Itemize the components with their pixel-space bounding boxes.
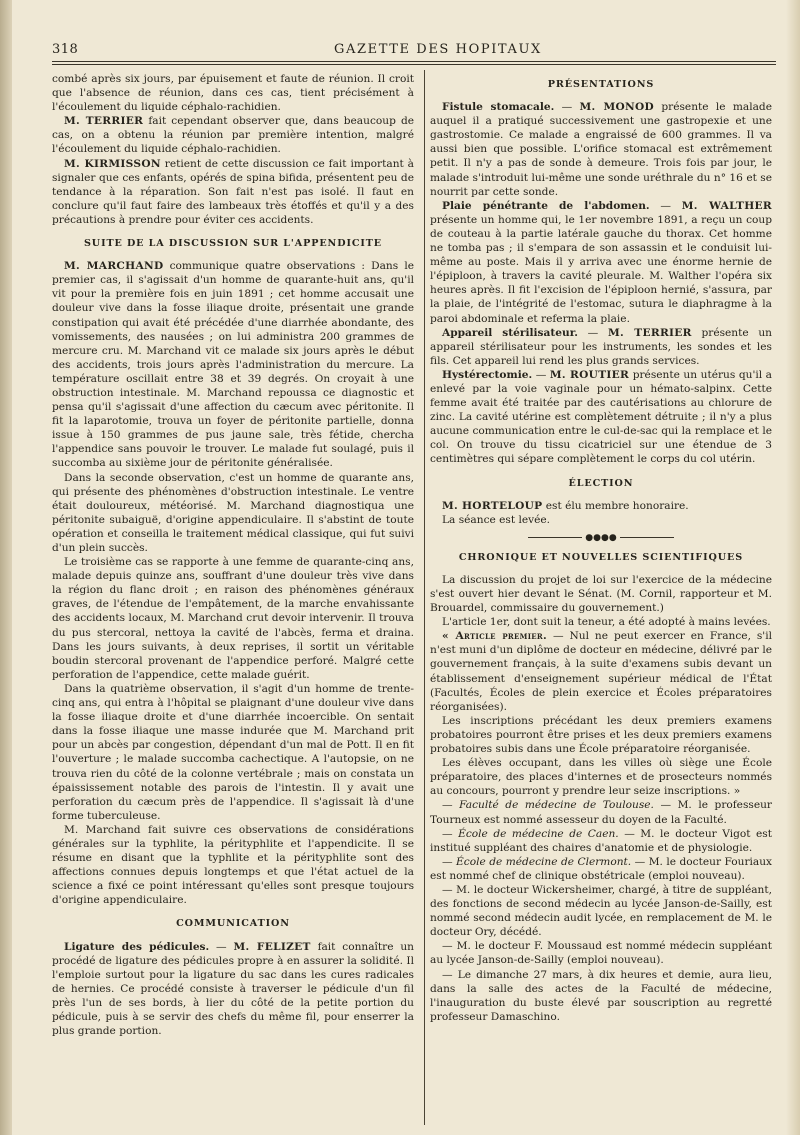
paragraph-text: — M. le professeur Tourneux est nommé assesseur du doyen de la Faculté. [430,799,772,826]
paragraph: — M. le docteur Wickersheimer, chargé, à titre de suppléant, des fonctions de second médecin au lycée Janson-de-Sailly, est nommé second médecin audit lycée, en remplacement de M. le docteur Ory, décédé. [430,883,772,939]
run-in-title: Appareil stérilisateur. [442,326,578,339]
section-heading: SUITE DE LA DISCUSSION SUR L'APPENDICITE [83,238,383,250]
paragraph-text: présente un appareil stérilisateur pour les instruments, les sondes et les fils. Cet appareil lui rend les plus grands services. [430,326,772,367]
right-column [430,72,772,1024]
header-rule-thin [52,64,776,65]
run-in-title: Hystérectomie. [442,368,533,381]
paragraph: L'article 1er, dont suit la teneur, a été adopté à mains levées. [442,616,771,629]
section-heading: ÉLECTION [568,477,634,489]
paragraph: — Le dimanche 27 mars, à dix heures et demie, aura lieu, dans la salle des actes de la Faculté de médecine, l'inauguration du buste élevé par souscription au regretté professeur Damaschino. [430,968,772,1023]
paragraph: La discussion du projet de loi sur l'exercice de la médecine s'est ouvert hier devant le Sénat. (M. Cornil, rapporteur et M. Brouardel, commissaire du gouvernement.) [430,573,772,615]
speaker-name: M. ROUTIER [549,368,630,381]
paragraph [430,798,772,826]
speaker-name: M. TERRIER [64,115,144,128]
divider-rule [528,537,582,538]
paragraph: La séance est levée. [442,513,551,526]
paragraph: Plaie pénétrante de l'abdomen. — M. WALTHER présente un homme qui, le 1er novembre 1891, a reçu un coup de couteau à la partie latérale gauche du thorax. Cet homme ne tomba pas ; il s'empara de son assassin et le conduisit lui-même au poste. Mais il y arriva avec une énorme hernie de l'épiploon, à travers la cavité pleurale. M. Walther l'opéra six heures après. Il fit l'excision de l'épiploon hernié, s'assura, par la plaie, de l'intégrité de l'estomac, sutura le diaphragme à la paroi abdominale et referma la plaie. [430,199,772,325]
paragraph: M. Marchand fait suivre ces observations de considérations générales sur la typhlite, la pérityphlite et l'appendicite. Il se résume en disant que la typhlite et la pérityphlite sont des affections connues depuis longtemps et que l'état actuel de la science a fixé ce point intéressant qu'elles sont presque toujours d'origine appendiculaire. [52,823,414,907]
paragraph [430,827,772,855]
header-rule [52,61,776,62]
paragraph [52,114,414,156]
run-in-title: Ligature des pédicules. [64,940,210,953]
news-item-label: — Faculté de médecine de Toulouse. [442,799,654,812]
paragraph: — M. le docteur F. Moussaud est nommé médecin suppléant au lycée Janson-de-Sailly (emploi nouveau). [430,940,772,967]
paragraph: Hystérectomie. — M. ROUTIER présente un utérus qu'il a enlevé par la voie vaginale pour un hémato-salpinx. Cette femme avait été traitée par des cautérisations au chlorure de zinc. La cavité utérine est complètement détruite ; il n'y a plus aucune communication entre le cul-de-sac qui la remplace et le col. On trouve du tissu cicatriciel sur une étendue de 3 centimètres qui sépare complètement le corps du col utérin. [430,368,772,466]
paragraph: Fistule stomacale. — M. MONOD présente le malade auquel il a pratiqué successivement une gastropexie et une gastrostomie. Ce malade a engraissé de 600 grammes. Il va aussi bien que possible. L'orifice stomacal est extrêmement petit. Il n'y a pas de sonde à demeure. Trois fois par jour, le malade s'introduit lui-même une sonde uréthrale du n° 16 et se nourrit par cette sonde. [430,101,772,198]
paragraph: Les élèves occupant, dans les villes où siège une École préparatoire, des places d'internes et de prosecteurs nommés au concours, pourront y prendre leur seize inscriptions. » [430,757,772,798]
column-divider [424,70,425,1125]
paragraph: combé après six jours, par épuisement et faute de réunion. Il croit que l'absence de réunion, dans ces cas, tient précisément à l'écoulement du liquide céphalo-rachidien. [52,73,414,114]
running-title: GAZETTE DES HOPITAUX [334,42,542,57]
page-number: 318 [52,42,79,57]
page-header [52,38,772,62]
paragraph: Dans la quatrième observation, il s'agit d'un homme de trente-cinq ans, qui entra à l'hôpital se plaignant d'une douleur vive dans la fosse iliaque droite et d'une diarrhée incoercible. On sentait dans la fosse iliaque une masse indurée que M. Marchand prit pour un abcès par congestion, dépendant d'un mal de Pott. Il en fit l'ouverture ; le malade succomba cachectique. A l'autopsie, on ne trouva rien du côté de la colonne vertébrale ; mais on constata un épaississement notable des parois de l'intestin. Il y avait une perforation du cæcum près de l'appendice. Il s'agissait là d'une forme tuberculeuse. [52,682,414,822]
paragraph [52,157,414,227]
paragraph-text: — M. le docteur Vigot est institué suppléant des chaires d'anatomie et de physiologie. [430,827,772,854]
divider-ornament-icon: ●●●● [585,532,617,543]
speaker-name: M. MARCHAND [64,260,164,273]
speaker-name: M. FELIZET [233,940,311,953]
section-heading: COMMUNICATION [176,918,290,930]
paragraph-text: — Nul ne peut exercer en France, s'il n'est muni d'un diplôme de docteur en médecine, délivré par le gouvernement français, à la suite d'examens subis devant un établissement d'enseignement supérieur médical de l'État (Facultés, Écoles de plein exercice et Écoles préparatoires réorganisées). [430,630,772,713]
page-binding-edge [0,0,12,1135]
paragraph-text: est élu membre honoraire. [545,499,689,512]
paragraph [430,855,772,883]
article-label: « Article premier. [442,630,548,643]
paragraph-text: présente un homme qui, le 1er novembre 1891, a reçu un coup de couteau à la partie latérale gauche du thorax. Cet homme ne tomba pas ; il s'empara de son assassin et le conduisit lui-même au poste. Mais il y arriva avec une énorme hernie de l'épiploon, à travers la cavité pleurale. M. Walther l'opéra six heures après. Il fit l'excision de l'épiploon hernié, s'assura, par la plaie, de l'intégrité de l'estomac, sutura le diaphragme à la paroi abdominale et referma la plaie. [430,213,772,325]
paragraph-text: retient de cette discussion ce fait important à signaler que ces enfants, opérés de spina bifida, présentent peu de tendance à la réparation. Son fait n'est pas isolé. Il faut en conclure qu'il faut faire des lambeaux très étoffés et qu'il y a des précautions à prendre pour éviter ces accidents. [52,157,414,226]
left-column [52,72,414,1038]
paragraph-text: présente un utérus qu'il a enlevé par la voie vaginale pour un hémato-salpinx. Cette femme avait été traitée par des cautérisations au chlorure de zinc. La cavité utérine est complètement détruite ; il n'y a plus aucune communication entre le cul-de-sac qui la remplace et le col. On trouve du tissu cicatriciel sur une étendue de 3 centimètres qui sépare complètement le corps du col utérin. [430,368,772,466]
paragraph: Appareil stérilisateur. — M. TERRIER présente un appareil stérilisateur pour les instruments, les sondes et les fils. Cet appareil lui rend les plus grands services. [430,326,772,367]
speaker-name: M. KIRMISSON [64,157,161,170]
speaker-name: M. TERRIER [607,326,692,339]
paragraph-text: fait cependant observer que, dans beaucoup de cas, on a obtenu la réunion par première intention, malgré l'écoulement du liquide céphalo-rachidien. [52,115,414,156]
section-heading: CHRONIQUE ET NOUVELLES SCIENTIFIQUES [458,551,744,563]
paragraph [52,259,414,470]
page-right-edge [786,0,800,1135]
paragraph-text: fait connaître un procédé de ligature des pédicules propre à en assurer la solidité. Il l'emploie surtout pour la ligature du sac dans les cures radicales de hernies. Ce procédé consiste à traverser le pédicule d'un fil près l'un de ses bords, à lier du côté de la petite portion du pédicule, puis à se servir des chefs du même fil, pour enserrer la plus grande portion. [52,940,414,1038]
paragraph-text: communique quatre observations : Dans le premier cas, il s'agissait d'un homme de quarante-huit ans, qu'il vit pour la première fois en juin 1891 ; cet homme accusait une douleur vive dans la fosse iliaque droite, présentait une grande constipation qui avait été précédée d'une diarrhée abondante, des vomissements, des nausées ; on lui administra 200 grammes de mercure cru. M. Marchand vit ce malade six jours après le début des accidents, trois jours après l'administration du mercure. La température oscillait entre 38 et 39 degrés. On croyait à une obstruction intestinale. M. Marchand repoussa ce diagnostic et pensa qu'il s'agissait d'une affection du cæcum avec péritonite. Il fit la laparotomie, trouva un foyer de péritonite partielle, donna issue à 150 grammes de pus jaune sale, très fétide, chercha l'appendice sans pouvoir le trouver. Le malade fut soulagé, puis il succomba au sixième jour de péritonite généralisée. [52,260,414,470]
speaker-name: M. WALTHER [681,199,772,212]
section-heading: PRÉSENTATIONS [547,79,655,90]
run-in-title: Fistule stomacale. [442,101,555,114]
paragraph: Les inscriptions précédant les deux premiers examens probatoires pourront être prises et les deux premiers examens probatoires subis dans une École préparatoire réorganisée. [430,714,772,756]
paragraph: Le troisième cas se rapporte à une femme de quarante-cinq ans, malade depuis quinze ans, souffrant d'une douleur très vive dans la région du flanc droit ; en raison des phénomènes généraux graves, de l'étendue de l'empâtement, de la marche envahissante des accidents locaux, M. Marchand crut devoir intervenir. Il trouva du pus stercoral, nettoya la cavité de l'abcès, ferma et draina. Dans les jours suivants, à deux reprises, il sortit un véritable boudin stercoral provenant de l'appendice perforé. Malgré cette perforation de l'appendice, cette malade guérit. [52,556,414,681]
divider-rule [620,537,674,538]
news-item-label: — École de médecine de Clermont. [442,855,632,868]
speaker-name: M. HORTELOUP [442,499,543,512]
run-in-title: Plaie pénétrante de l'abdomen. [442,199,650,212]
paragraph-text: présente le malade auquel il a pratiqué successivement une gastropexie et une gastrostomie. Ce malade a engraissé de 600 grammes. Il va aussi bien que possible. L'orifice stomacal est extrêmement petit. Il n'y a pas de sonde à demeure. Trois fois par jour, le malade s'introduit lui-même une sonde uréthrale du n° 16 et se nourrit par cette sonde. [430,101,772,198]
news-item-label: — École de médecine de Caen. [442,827,619,840]
speaker-name: M. MONOD [579,101,655,114]
paragraph: Dans la seconde observation, c'est un homme de quarante ans, qui présente des phénomènes d'obstruction intestinale. Le ventre était douloureux, météorisé. M. Marchand diagnostiqua une péritonite subaiguë, d'origine appendiculaire. Il s'abstint de toute opération et conseilla le traitement médical classique, qui fut suivi d'un plein succès. [52,471,414,554]
paragraph [430,629,772,714]
paragraph-text: — M. le docteur Fouriaux est nommé chef de clinique obstétricale (emploi nouveau). [430,855,773,882]
paragraph [430,499,772,513]
paragraph: Ligature des pédicules. — M. FELIZET fait connaître un procédé de ligature des pédicules propre à en assurer la solidité. Il l'emploie surtout pour la ligature du sac dans les cures radicales de hernies. Ce procédé consiste à traverser le pédicule d'un fil près l'un de ses bords, à lier du côté de la petite portion du pédicule, puis à se servir des chefs du même fil, pour enserrer la plus grande portion. [52,940,414,1038]
ornamental-divider [430,534,772,542]
